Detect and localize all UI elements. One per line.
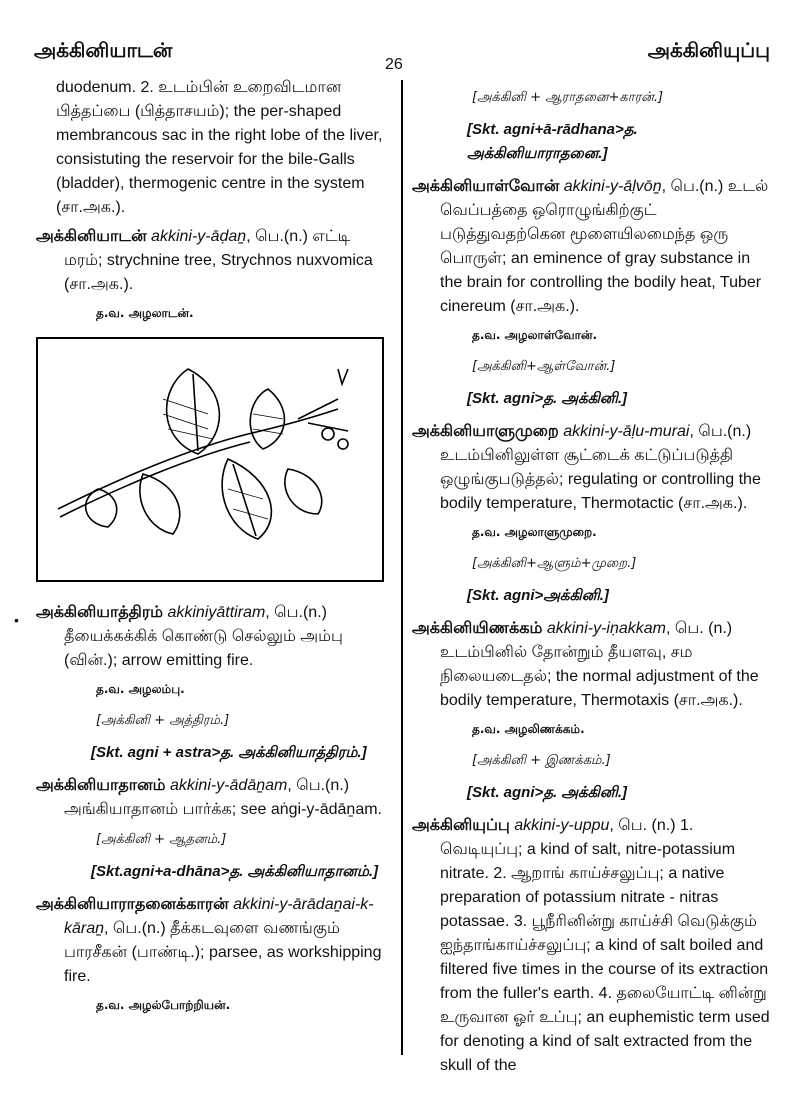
guide-word-right: அக்கினியுப்பு (647, 38, 770, 62)
sanskrit-etymology: [Skt. agni>அக்கினி.] (467, 587, 609, 604)
tamil-equivalent: த.வ. அழலாடன். (96, 306, 194, 320)
definition: , பெ.(n.) தீக்கடவுளை வணங்கும் பாரசீகன் (பாண்டி.); parsee, as workshipping fire. (64, 920, 382, 985)
sanskrit-etymology: [Skt. agni>த. அக்கினி.] (467, 390, 628, 407)
transliteration: akkiniyāttiram (167, 604, 266, 621)
definition: , பெ.(n.) தீயைக்கக்கிக் கொண்டு செல்லும் அம்பு (வின்.); arrow emitting fire. (64, 604, 343, 669)
transliteration: akkini-y-ārādaṉai-k-kāraṉ (64, 896, 374, 937)
right-column (412, 76, 770, 1078)
sanskrit-etymology: [Skt. agni + astra>த. அக்கினியாத்திரம்.] (91, 744, 367, 761)
headword: அக்கினியாடன் (36, 226, 147, 245)
tamil-equivalent: த.வ. அழல்போற்றியன். (96, 998, 231, 1012)
transliteration: akkini-y-āḍaṉ (151, 228, 247, 245)
sanskrit-etymology: [Skt. agni+ā-rādhana>த. அக்கினியாராதனை.] (467, 121, 638, 162)
page-number: 26 (385, 56, 403, 73)
tamil-equivalent: த.வ. அழலிணக்கம். (472, 722, 585, 736)
entry-akkiniyalumurai (412, 419, 770, 608)
entry-akkiniyattiram (36, 600, 386, 765)
sanskrit-etymology: [Skt. agni>த. அக்கினி.] (467, 784, 628, 801)
entry-akkiniyuppu (412, 813, 770, 1078)
headword: அக்கினியாள்வோன் (412, 176, 560, 195)
transliteration: akkini-y-iṇakkam (546, 620, 666, 637)
etymology-note: [அக்கினி+ஆளும்+முறை.] (472, 556, 637, 571)
tamil-equivalent: த.வ. அழலாள்வோன். (472, 328, 598, 342)
definition: , பெ. (n.) 1. வெடியுப்பு; a kind of salt, nitre-potassium nitrate. 2. ஆறாங் காய்ச்சலுப்பு; a native preparation of potassium nitrate - nitras potassae. 3. பூநீரினின்று காய்ச்சி வெடுக்கும் ஐந்தாங்காய்ச்சலுப்பு; a kind of salt boiled and filtered five times in the course of its extraction from the fuller's earth. 4. தலையோட்டி னின்று உருவான ஓர் உப்பு; an euphemistic term used for denoting a kind of salt extracted from the skull of the (440, 817, 770, 1074)
headword: அக்கினியாத்திரம் (36, 602, 164, 621)
headword: அக்கினியிணக்கம் (412, 618, 543, 637)
definition: , பெ.(n.) உடம்பினிலுள்ள சூட்டைக் கட்டுப்படுத்தி ஒழுங்குபடுத்தல்; regulating or controlling the bodily temperature, Thermotactic (சா.அக.). (440, 423, 761, 512)
definition: , பெ. (n.) உடம்பினில் தோன்றும் தீயளவு, சம நிலையடைதல்; the normal adjustment of the bodily temperature, Thermotaxis (சா.அக.). (440, 620, 759, 709)
etymology-note: [அக்கினி + ஆராதனை+காரன்.] (472, 90, 664, 105)
stray-mark: • (14, 612, 19, 628)
plant-branch-illustration (38, 339, 382, 580)
entry-akkiniyadanam (36, 773, 386, 884)
page-header (0, 0, 800, 80)
transliteration: akkini-y-uppu (514, 817, 610, 834)
plant-illustration-frame (36, 337, 384, 582)
transliteration: akkini-y-ādāṉam (169, 777, 288, 794)
definition: , பெ.(n.) அங்கியாதானம் பார்க்க; see aṅgi-y-ādāṉam. (64, 777, 382, 818)
guide-word-left: அக்கினியாடன் (34, 38, 173, 62)
headword: அக்கினியாளுமுறை (412, 421, 559, 440)
tamil-equivalent: த.வ. அழலம்பு. (96, 682, 185, 696)
sanskrit-etymology: [Skt.agni+a-dhāna>த. அக்கினியாதானம்.] (91, 863, 379, 880)
etymology-note: [அக்கினி + அத்திரம்.] (96, 713, 230, 728)
headword: அக்கினியாதானம் (36, 775, 166, 794)
headword: அக்கினியுப்பு (412, 815, 510, 834)
etymology-note: [அக்கினி+ஆள்வோன்.] (472, 359, 616, 374)
headword: அக்கினியாராதனைக்காரன் (36, 894, 229, 913)
entry-akkiniyadan (36, 224, 386, 325)
entry-akkiniyalvon (412, 174, 770, 411)
column-divider (401, 80, 403, 1055)
continued-entry-text: duodenum. 2. உடம்பின் உறைவிடமான பித்தப்பை (பித்தாசயம்); the per-shaped membrancous sac in the right lobe of the liver, consistuting the reservoir for the bile-Galls (bladder), thermogenic centre in the system (சா.அக.). (56, 79, 383, 216)
definition: , பெ.(n.) எட்டி மரம்; strychnine tree, Strychnos nuxvomica (சா.அக.). (64, 228, 373, 293)
transliteration: akkini-y-āḷu-murai (563, 423, 690, 440)
etymology-note: [அக்கினி + ஆதனம்.] (96, 832, 227, 847)
left-column (36, 76, 386, 1025)
entry-akkiniyaradanaikkaran (36, 892, 386, 1017)
etymology-note: [அக்கினி + இணக்கம்.] (472, 753, 611, 768)
definition: , பெ.(n.) உடல் வெப்பத்தை ஒரொழுங்கிற்குட் படுத்துவதற்கென மூளையிலமைந்த ஒரு பொருள்; an eminence of gray substance in the brain for controlling the bodily heat, Tuber cinereum (சா.அக.). (440, 178, 769, 315)
entry-akkiniyinakkam (412, 616, 770, 805)
tamil-equivalent: த.வ. அழலாளுமுறை. (472, 525, 597, 539)
transliteration: akkini-y-āḷvōṉ (563, 178, 662, 195)
